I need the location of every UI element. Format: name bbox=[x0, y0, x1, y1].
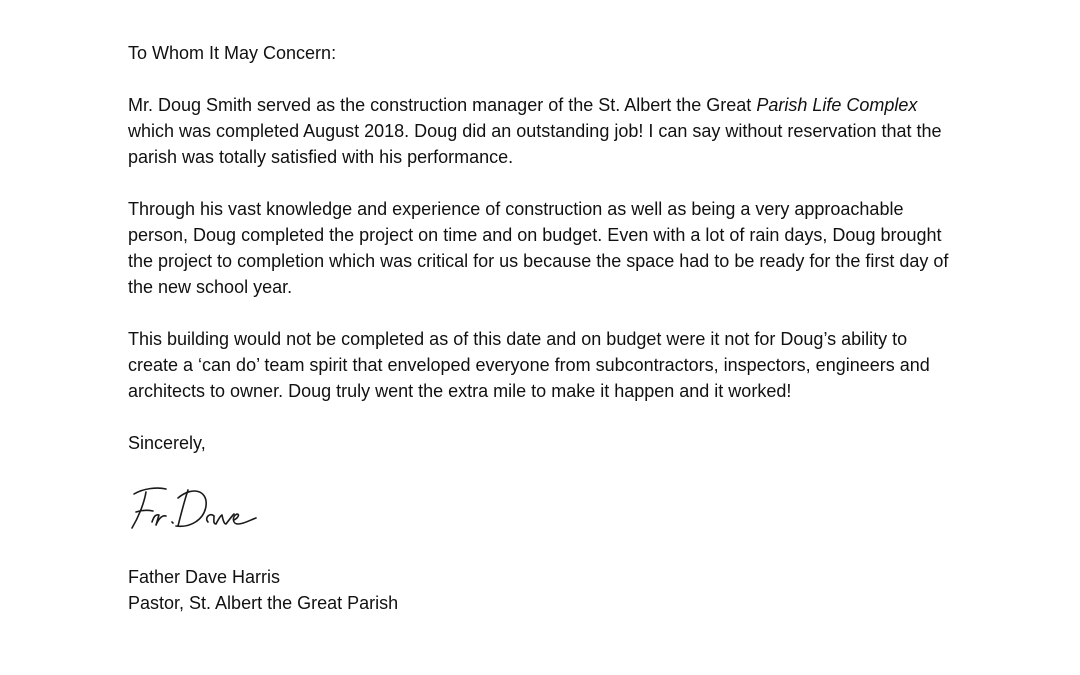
signer-name: Father Dave Harris bbox=[128, 567, 281, 587]
letter-closing: Sincerely, bbox=[128, 433, 206, 453]
handwritten-signature bbox=[126, 478, 266, 538]
paragraph-1-text-b: which was completed August 2018. Doug did an outstanding job! I can say without reservation that the parish was totally satisfied with his performance. bbox=[128, 121, 942, 167]
letter-greeting: To Whom It May Concern: bbox=[128, 43, 337, 63]
project-name: Parish Life Complex bbox=[756, 95, 918, 115]
signature-block bbox=[128, 456, 958, 564]
paragraph-2: Through his vast knowledge and experience of construction as well as being a very approachable person, Doug completed the project on time and on budget. Even with a lot of rain days, Doug brought the project to completion which was critical for us because the space had to be ready for the first day of the new school year. bbox=[128, 199, 949, 297]
letter-body bbox=[128, 40, 958, 616]
paragraph-1-text-a: Mr. Doug Smith served as the construction manager of the St. Albert the Great bbox=[128, 95, 757, 115]
paragraph-1 bbox=[128, 92, 958, 170]
signer-title: Pastor, St. Albert the Great Parish bbox=[128, 593, 399, 613]
paragraph-3: This building would not be completed as of this date and on budget were it not for Doug’s ability to create a ‘can do’ team spirit that enveloped everyone from subcontractors, inspectors, engineers and architects to owner. Doug truly went the extra mile to make it happen and it worked! bbox=[128, 329, 930, 401]
